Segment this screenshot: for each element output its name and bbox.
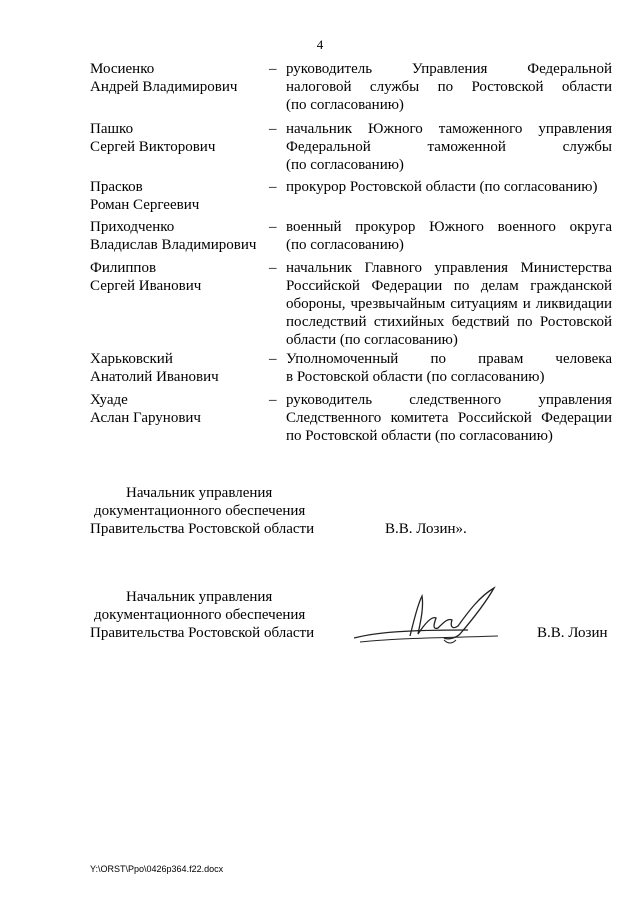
role-line: последствий стихийных бедствий по Ростовской — [286, 314, 612, 330]
member-given-name: Сергей Иванович — [90, 278, 202, 294]
role-line: Федеральной таможенной службы — [286, 139, 612, 155]
member-role — [286, 60, 612, 114]
member-surname: Приходченко — [90, 219, 175, 235]
signature-block-2 — [90, 588, 314, 642]
role-line: начальник Главного управления Министерства — [286, 260, 612, 276]
member-role — [286, 218, 612, 254]
member-surname: Харьковский — [90, 351, 173, 367]
member-given-name: Анатолий Иванович — [90, 369, 219, 385]
member-name — [90, 120, 270, 156]
role-line: руководитель Управления Федеральной — [286, 61, 612, 77]
member-name — [90, 60, 270, 96]
role-line: руководитель следственного управления — [286, 392, 612, 408]
member-name — [90, 218, 270, 254]
dash: – — [269, 121, 277, 137]
page-number: 4 — [316, 37, 324, 52]
role-line: (по согласованию) — [286, 157, 404, 173]
member-surname: Прасков — [90, 179, 143, 195]
member-role — [286, 391, 612, 445]
dash: – — [269, 179, 277, 195]
role-line: Следственного комитета Российской Федерации — [286, 410, 612, 426]
member-name — [90, 259, 270, 295]
member-given-name: Сергей Викторович — [90, 139, 216, 155]
dash: – — [269, 260, 277, 276]
signer-title-line: документационного обеспечения — [94, 503, 306, 519]
role-line: военный прокурор Южного военного округа — [286, 219, 612, 235]
member-surname: Мосиенко — [90, 61, 155, 77]
role-line: Российской Федерации по делам гражданской — [286, 278, 612, 294]
signer-title-line: Правительства Ростовской области — [90, 625, 315, 641]
role-line: начальник Южного таможенного управления — [286, 121, 612, 137]
handwritten-signature — [348, 582, 518, 652]
role-line: обороны, чрезвычайным ситуациям и ликвидации — [286, 296, 612, 312]
member-given-name: Владислав Владимирович — [90, 237, 257, 253]
role-line: в Ростовской области (по согласованию) — [286, 369, 545, 385]
signer-title-line: документационного обеспечения — [94, 607, 306, 623]
member-given-name: Андрей Владимирович — [90, 79, 238, 95]
role-line: (по согласованию) — [286, 97, 404, 113]
signer-title-line: Начальник управления — [126, 589, 273, 605]
member-role — [286, 350, 612, 386]
member-surname: Пашко — [90, 121, 134, 137]
member-given-name: Аслан Гарунович — [90, 410, 201, 426]
signature-block-1 — [90, 484, 314, 538]
role-line: налоговой службы по Ростовской области — [286, 79, 612, 95]
member-given-name: Роман Сергеевич — [90, 197, 200, 213]
member-name — [90, 391, 270, 427]
member-name — [90, 178, 270, 214]
member-surname: Филиппов — [90, 260, 157, 276]
member-surname: Хуаде — [90, 392, 128, 408]
role-line: области (по согласованию) — [286, 332, 458, 348]
role-line: (по согласованию) — [286, 237, 404, 253]
signer-title-line: Правительства Ростовской области — [90, 521, 315, 537]
dash: – — [269, 392, 277, 408]
file-path-footer: Y:\ORST\Ppo\0426p364.f22.docx — [90, 864, 224, 874]
role-line: прокурор Ростовской области (по согласованию) — [286, 179, 598, 195]
member-role — [286, 120, 612, 174]
signer-title-line: Начальник управления — [126, 485, 273, 501]
role-line: Уполномоченный по правам человека — [286, 351, 612, 367]
role-line: по Ростовской области (по согласованию) — [286, 428, 553, 444]
dash: – — [269, 351, 277, 367]
member-role — [286, 259, 612, 349]
dash: – — [269, 219, 277, 235]
member-name — [90, 350, 270, 386]
signer-name: В.В. Лозин». — [385, 521, 467, 537]
dash: – — [269, 61, 277, 77]
signer-name: В.В. Лозин — [537, 625, 608, 641]
member-role — [286, 178, 612, 196]
